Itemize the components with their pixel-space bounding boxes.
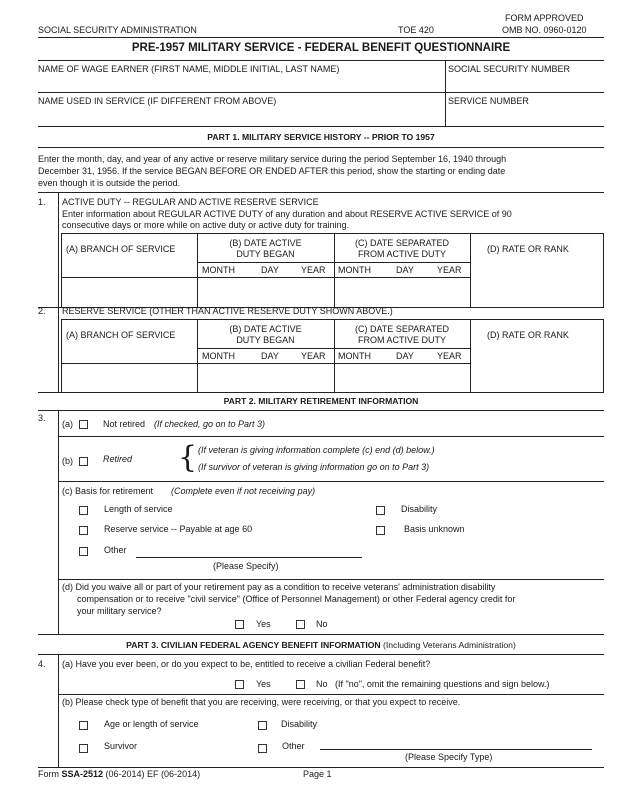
form-id-number: SSA-2512	[61, 769, 104, 779]
col-branch: (A) BRANCH OF SERVICE	[66, 244, 176, 254]
form-title: PRE-1957 MILITARY SERVICE - FEDERAL BENEFIT QUESTIONNAIRE	[131, 42, 511, 54]
q3b-prefix: (b)	[62, 456, 73, 466]
form-approved: FORM APPROVED	[505, 13, 584, 23]
divider	[38, 410, 604, 411]
q1-title: ACTIVE DUTY -- REGULAR AND ACTIVE RESERVE SERVICE	[62, 197, 319, 207]
q3a-prefix: (a)	[62, 419, 73, 429]
table-line	[197, 262, 470, 263]
please-specify-label: (Please Specify)	[213, 561, 279, 571]
retired-checkbox[interactable]	[79, 457, 88, 466]
q2-title: RESERVE SERVICE (OTHER THAN ACTIVE RESERVE DUTY SHOWN ABOVE.)	[62, 306, 393, 316]
table-line	[61, 233, 604, 234]
q2-date-separated-input[interactable]	[335, 364, 469, 391]
service-number-label: SERVICE NUMBER	[448, 96, 529, 106]
col-date-began: DUTY BEGAN	[236, 249, 295, 259]
table-line	[197, 348, 470, 349]
col-day: DAY	[396, 351, 414, 361]
benefit-disability-checkbox[interactable]	[258, 721, 267, 730]
col-year: YEAR	[437, 265, 462, 275]
col-year: YEAR	[437, 351, 462, 361]
col-date-separated: FROM ACTIVE DUTY	[357, 335, 446, 345]
q2-number: 2.	[38, 306, 46, 316]
part1-heading: PART 1. MILITARY SERVICE HISTORY -- PRIOR TO 1957	[207, 132, 435, 142]
part1-intro-line: even though it is outside the period.	[38, 178, 181, 188]
name-label: NAME OF WAGE EARNER (FIRST NAME, MIDDLE INITIAL, LAST NAME)	[38, 64, 340, 74]
col-year: YEAR	[301, 351, 326, 361]
waive-no-label: No	[316, 619, 328, 629]
waive-yes-label: Yes	[256, 619, 271, 629]
divider	[38, 60, 604, 61]
divider	[38, 767, 604, 768]
divider	[58, 481, 604, 482]
col-date-separated: FROM ACTIVE DUTY	[357, 249, 446, 259]
benefit-no-checkbox[interactable]	[296, 680, 305, 689]
age-length-label: Age or length of service	[104, 719, 199, 729]
part1-intro-line: Enter the month, day, and year of any active or reserve military service during the period September 16, 1940 through	[38, 154, 507, 164]
divider	[58, 579, 604, 580]
q4a-question: (a) Have you ever been, or do you expect to be, entitled to receive a civilian Federal benefit?	[62, 659, 431, 669]
agency-name: SOCIAL SECURITY ADMINISTRATION	[38, 25, 197, 35]
q1-desc-line: consecutive days or more while on active duty or active duty for training.	[62, 220, 350, 230]
omb-number: OMB NO. 0960-0120	[502, 25, 587, 35]
col-month: MONTH	[202, 265, 235, 275]
toe-code: TOE 420	[398, 25, 434, 35]
divider	[58, 436, 604, 437]
ssn-field[interactable]	[448, 76, 603, 90]
q1-rank-input[interactable]	[471, 278, 602, 306]
col-rank: (D) RATE OR RANK	[487, 244, 569, 254]
col-day: DAY	[396, 265, 414, 275]
benefit-disability-label: Disability	[281, 719, 318, 729]
length-of-service-checkbox[interactable]	[79, 506, 88, 515]
q2-rank-input[interactable]	[471, 364, 602, 391]
col-date-separated: (C) DATE SEPARATED	[354, 324, 449, 334]
divider	[58, 307, 59, 392]
divider	[38, 192, 604, 193]
retired-label: Retired	[103, 454, 133, 464]
benefit-no-note: (If "no", omit the remaining questions and sign below.)	[335, 679, 550, 689]
benefit-yes-label: Yes	[256, 679, 271, 689]
q1-number: 1.	[38, 197, 46, 207]
part1-intro-line: December 31, 1956. If the service BEGAN BEFORE OR ENDED AFTER this period, show the starting or ending date	[38, 166, 506, 176]
col-month: MONTH	[338, 351, 371, 361]
retired-note-veteran: (If veteran is giving information complete (c) end (d) below.)	[198, 445, 435, 455]
part2-heading: PART 2. MILITARY RETIREMENT INFORMATION	[223, 396, 419, 406]
part3-heading-title: PART 3. CIVILIAN FEDERAL AGENCY BENEFIT INFORMATION	[126, 640, 381, 650]
basis-note: (Complete even if not receiving pay)	[171, 486, 316, 496]
divider	[58, 694, 604, 695]
service-name-label: NAME USED IN SERVICE (IF DIFFERENT FROM ABOVE)	[38, 96, 277, 106]
survivor-checkbox[interactable]	[79, 744, 88, 753]
waive-yes-checkbox[interactable]	[235, 620, 244, 629]
survivor-label: Survivor	[104, 741, 138, 751]
waive-no-checkbox[interactable]	[296, 620, 305, 629]
part3-heading-note: (Including Veterans Administration)	[380, 640, 516, 650]
divider	[38, 654, 604, 655]
wage-earner-name-field[interactable]	[38, 76, 443, 90]
benefit-no-label: No	[316, 679, 328, 689]
form-id-date: (06-2014) EF (06-2014)	[103, 769, 201, 779]
not-retired-label: Not retired	[103, 419, 146, 429]
col-date-separated: (C) DATE SEPARATED	[354, 238, 449, 248]
benefit-yes-checkbox[interactable]	[235, 680, 244, 689]
basis-unknown-label: Basis unknown	[404, 524, 465, 534]
retired-note-survivor: (If survivor of veteran is giving information go on to Part 3)	[198, 462, 430, 472]
col-date-began: (B) DATE ACTIVE	[229, 238, 302, 248]
benefit-other-input[interactable]	[320, 749, 592, 750]
col-year: YEAR	[301, 265, 326, 275]
col-day: DAY	[261, 351, 279, 361]
divider	[38, 147, 604, 148]
col-date-began: DUTY BEGAN	[236, 335, 295, 345]
q1-date-separated-input[interactable]	[335, 278, 469, 306]
reserve-service-label: Reserve service -- Payable at age 60	[104, 524, 253, 534]
waive-question-line: (d) Did you waive all or part of your retirement pay as a condition to receive veterans' administration disability	[62, 582, 496, 592]
divider	[58, 410, 59, 634]
col-date-began: (B) DATE ACTIVE	[229, 324, 302, 334]
not-retired-note: (If checked, go on to Part 3)	[154, 419, 266, 429]
service-name-field[interactable]	[38, 108, 443, 124]
basis-unknown-checkbox[interactable]	[376, 526, 385, 535]
table-line	[603, 319, 604, 392]
col-month: MONTH	[338, 265, 371, 275]
disability-label: Disability	[401, 504, 438, 514]
q4b-question: (b) Please check type of benefit that you are receiving, were receiving, or that you expect to receive.	[62, 697, 461, 707]
not-retired-checkbox[interactable]	[79, 420, 88, 429]
basis-label: (c) Basis for retirement	[62, 486, 154, 496]
reserve-service-checkbox[interactable]	[79, 526, 88, 535]
q1-desc-line: Enter information about REGULAR ACTIVE DUTY of any duration and about RESERVE ACTIVE SERVICE of 90	[62, 209, 512, 219]
benefit-other-label: Other	[282, 741, 305, 751]
part3-heading	[38, 640, 604, 651]
divider	[38, 126, 604, 127]
other-basis-checkbox[interactable]	[79, 547, 88, 556]
table-line	[603, 233, 604, 307]
specify-type-label: (Please Specify Type)	[405, 752, 493, 762]
age-length-checkbox[interactable]	[79, 721, 88, 730]
divider	[58, 654, 59, 767]
form-id-prefix: Form	[38, 769, 62, 779]
brace-icon: {	[178, 440, 198, 475]
col-day: DAY	[261, 265, 279, 275]
length-of-service-label: Length of service	[104, 504, 173, 514]
col-branch: (A) BRANCH OF SERVICE	[66, 330, 176, 340]
divider	[38, 37, 604, 38]
q1-date-began-input[interactable]	[198, 278, 333, 306]
ssn-label: SOCIAL SECURITY NUMBER	[448, 64, 571, 74]
divider	[38, 392, 604, 393]
table-line	[61, 319, 604, 320]
disability-checkbox[interactable]	[376, 506, 385, 515]
q2-date-began-input[interactable]	[198, 364, 333, 391]
divider	[38, 92, 604, 93]
q3-number: 3.	[38, 413, 46, 423]
other-basis-label: Other	[104, 545, 127, 555]
q1-branch-input[interactable]	[62, 278, 196, 306]
q2-branch-input[interactable]	[62, 364, 196, 391]
other-basis-input[interactable]	[136, 557, 362, 558]
waive-question-line: your military service?	[77, 606, 162, 616]
waive-question-line: compensation or to receive "civil service" (Office of Personnel Management) or other Federal agency credit for	[77, 594, 516, 604]
col-month: MONTH	[202, 351, 235, 361]
divider	[445, 60, 446, 126]
col-rank: (D) RATE OR RANK	[487, 330, 569, 340]
divider	[38, 634, 604, 635]
page-number: Page 1	[303, 769, 332, 779]
service-number-field[interactable]	[448, 108, 603, 124]
q4-number: 4.	[38, 659, 46, 669]
divider	[58, 192, 59, 307]
benefit-other-checkbox[interactable]	[258, 744, 267, 753]
form-id	[38, 769, 200, 780]
